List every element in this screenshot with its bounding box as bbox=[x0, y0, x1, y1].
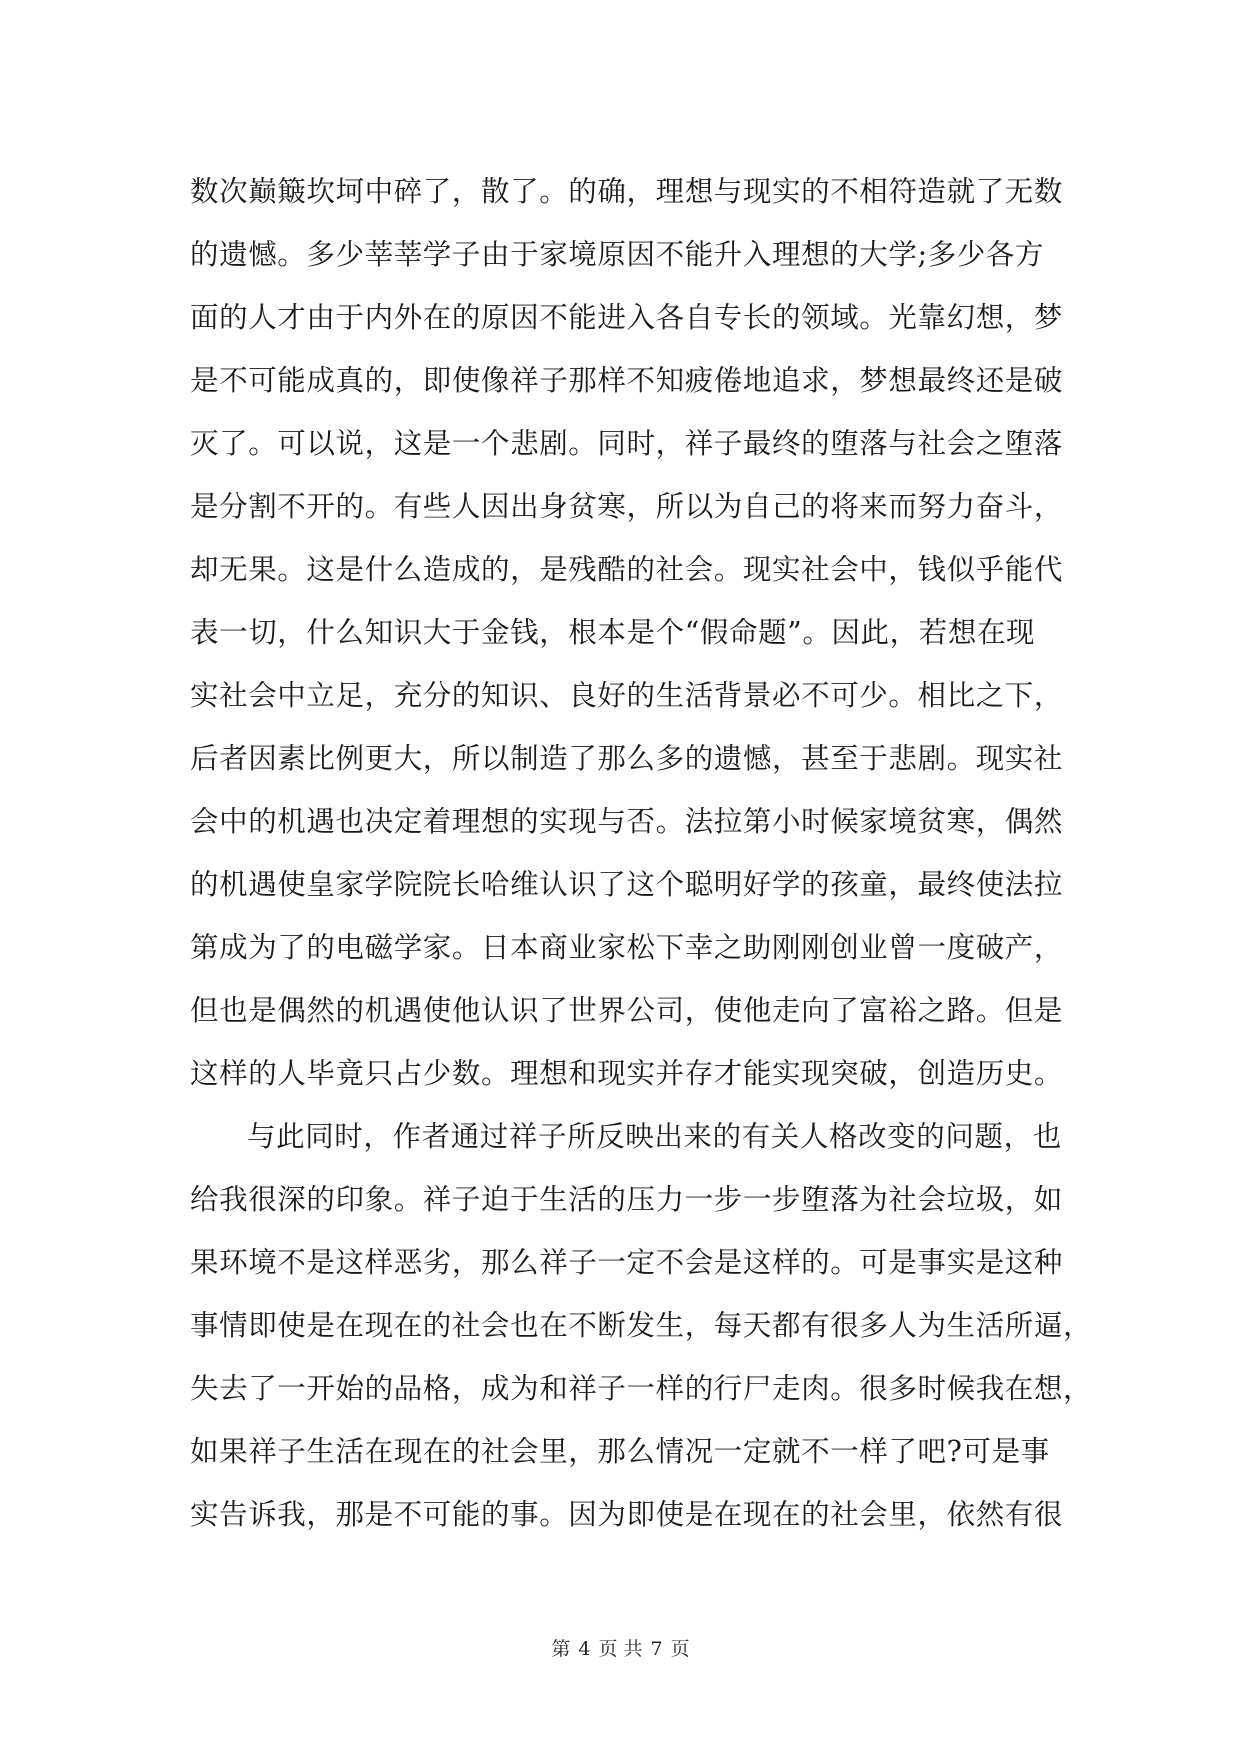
text-line: 事情即使是在现在的社会也在不断发生，每天都有很多人为生活所逼， bbox=[190, 1309, 1093, 1342]
text-line: 与此同时，作者通过祥子所反映出来的有关人格改变的问题，也 bbox=[247, 1120, 1062, 1153]
text-line: 但也是偶然的机遇使他认识了世界公司，使他走向了富裕之路。但是 bbox=[190, 994, 1064, 1027]
body-text bbox=[190, 160, 1093, 1546]
text-line: 后者因素比例更大，所以制造了那么多的遗憾，甚至于悲剧。现实社 bbox=[190, 742, 1064, 775]
text-line: 实告诉我，那是不可能的事。因为即使是在现在的社会里，依然有很 bbox=[190, 1498, 1064, 1531]
text-line: 的机遇使皇家学院院长哈维认识了这个聪明好学的孩童，最终使法拉 bbox=[190, 868, 1064, 901]
text-line: 是分割不开的。有些人因出身贫寒，所以为自己的将来而努力奋斗， bbox=[190, 490, 1064, 523]
footer-prefix: 第 bbox=[551, 1638, 571, 1660]
text-line: 实社会中立足，充分的知识、良好的生活背景必不可少。相比之下， bbox=[190, 679, 1064, 712]
current-page-number: 4 bbox=[578, 1638, 591, 1660]
text-line: 第成为了的电磁学家。日本商业家松下幸之助刚刚创业曾一度破产， bbox=[190, 931, 1064, 964]
text-line: 表一切，什么知识大于金钱，根本是个“假命题”。因此，若想在现 bbox=[190, 616, 1036, 649]
page-footer bbox=[0, 1634, 1241, 1661]
text-line: 的遗憾。多少莘莘学子由于家境原因不能升入理想的大学;多少各方 bbox=[190, 238, 1045, 271]
text-line: 如果祥子生活在现在的社会里，那么情况一定就不一样了吧?可是事 bbox=[190, 1435, 1050, 1468]
text-line: 是不可能成真的，即使像祥子那样不知疲倦地追求，梦想最终还是破 bbox=[190, 364, 1064, 397]
footer-middle: 页 共 bbox=[598, 1638, 643, 1660]
footer-suffix: 页 bbox=[670, 1638, 690, 1660]
text-line: 却无果。这是什么造成的，是残酷的社会。现实社会中，钱似乎能代 bbox=[190, 553, 1064, 586]
text-line: 数次巅簸坎坷中碎了，散了。的确，理想与现实的不相符造就了无数 bbox=[190, 175, 1064, 208]
text-line: 失去了一开始的品格，成为和祥子一样的行尸走肉。很多时候我在想， bbox=[190, 1372, 1093, 1405]
text-line: 果环境不是这样恶劣，那么祥子一定不会是这样的。可是事实是这种 bbox=[190, 1246, 1064, 1279]
text-line: 这样的人毕竟只占少数。理想和现实并存才能实现突破，创造历史。 bbox=[190, 1057, 1064, 1090]
text-line: 灭了。可以说，这是一个悲剧。同时，祥子最终的堕落与社会之堕落 bbox=[190, 427, 1064, 460]
total-page-count: 7 bbox=[650, 1638, 663, 1660]
text-line: 会中的机遇也决定着理想的实现与否。法拉第小时候家境贫寒，偶然 bbox=[190, 805, 1064, 838]
text-line: 面的人才由于内外在的原因不能进入各自专长的领域。光靠幻想，梦 bbox=[190, 301, 1064, 334]
text-line: 给我很深的印象。祥子迫于生活的压力一步一步堕落为社会垃圾，如 bbox=[190, 1183, 1064, 1216]
